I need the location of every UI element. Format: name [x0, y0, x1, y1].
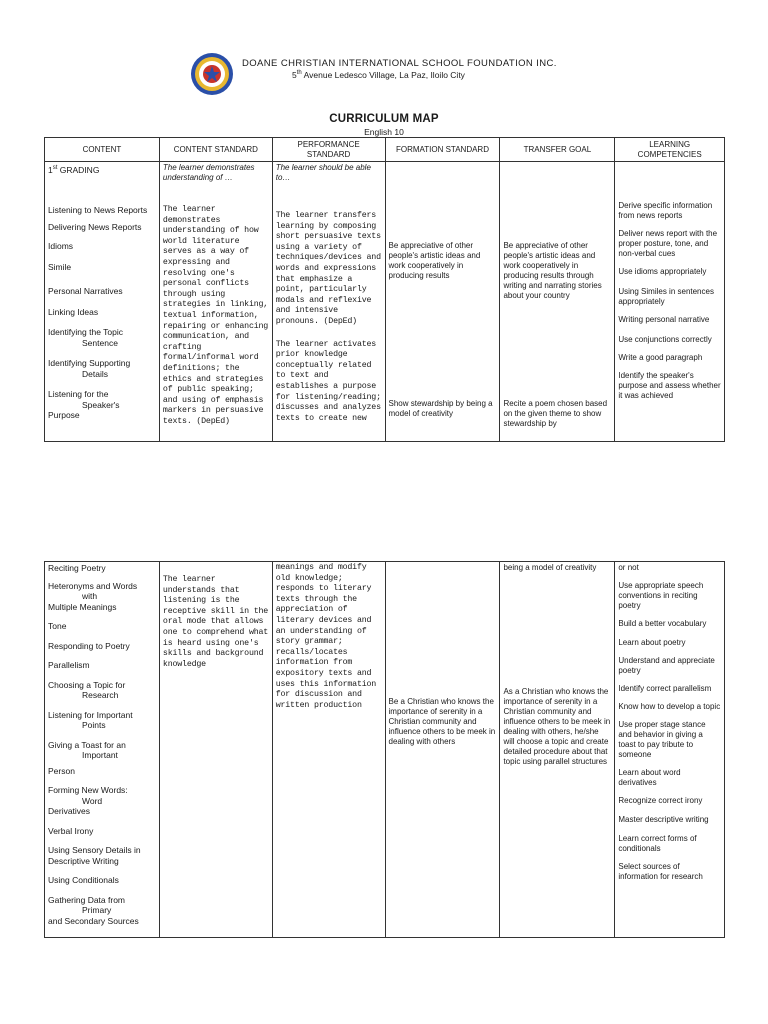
transfer-goal-cell [500, 562, 615, 938]
formation-text-1: Be appreciative of other people's artistic ideas and work cooperatively in producing results [388, 241, 481, 280]
content-cell [45, 562, 160, 938]
formation-text: Be a Christian who knows the importance of serenity in a Christian community and influence others to be meek in dealing with others [388, 697, 496, 746]
list-item: Personal Narratives [48, 286, 123, 297]
col-header-content: CONTENT [45, 138, 160, 162]
performance-standard-cell [272, 162, 385, 442]
formation-standard-cell [385, 562, 500, 938]
list-item: Purpose [48, 410, 80, 421]
list-item: Reciting Poetry [48, 563, 106, 573]
list-item: Recognize correct irony [618, 796, 703, 805]
list-item: Using Conditionals [48, 875, 119, 885]
list-item: with [82, 591, 98, 601]
list-item: Responding to Poetry [48, 640, 130, 651]
list-item: Giving a Toast for an [48, 739, 126, 750]
col-header-learning-competencies: LEARNING COMPETENCIES [615, 138, 725, 162]
competencies-cell [615, 562, 725, 938]
list-item: Multiple Meanings [48, 601, 117, 612]
list-item: Identify correct parallelism [618, 684, 712, 693]
list-item: Listening for Important [48, 709, 133, 720]
list-item: Understand and appreciate poetry [618, 656, 715, 675]
performance-text: meanings and modify old knowledge; responds to literary texts through the appreciation of literary devices and an understanding of story grammar; recalls/locates information from expository texts and uses this information for discussion and written production [275, 563, 377, 710]
list-item: Build a better vocabulary [618, 619, 707, 628]
list-item: Derivatives [48, 806, 91, 816]
list-item: and Secondary Sources [48, 915, 139, 926]
list-item: Speaker's [82, 399, 120, 410]
content-cell [45, 162, 160, 442]
list-item: Learn correct forms of conditionals [618, 834, 697, 853]
school-header [0, 52, 768, 92]
list-item: Sentence [82, 337, 118, 348]
list-item: Identifying the Topic [48, 327, 123, 338]
list-item: Gathering Data from [48, 894, 126, 905]
content-standard-text: The learner understands that listening is the receptive skill in the oral mode that allows one to comprehend what is heard using one's skills and background knowledge [162, 575, 269, 669]
list-item: Tone [48, 621, 67, 631]
performance-standard-cell [272, 562, 385, 938]
col-header-performance-standard: PERFORMANCE STANDARD [272, 138, 385, 162]
list-item: Simile [48, 261, 72, 272]
table-header-row [45, 138, 725, 162]
list-item: Details [82, 368, 108, 379]
transfer-text-1: being a model of creativity [503, 563, 597, 572]
curriculum-map-table-part1 [44, 137, 725, 442]
list-item: Delivering News Reports [48, 221, 142, 232]
performance-text-1: The learner transfers learning by composing short persuasive texts using a variety of techniques/devices and words and expressions that emphasize a point, particularly modals and reflexive and intensive pronouns. (DepEd) [275, 211, 381, 326]
formation-text-2: Show stewardship by being a model of creativity [388, 399, 493, 418]
col-header-transfer-goal: TRANSFER GOAL [500, 138, 615, 162]
list-item: Forming New Words: [48, 785, 128, 795]
list-item: Derive specific information from news reports [618, 201, 713, 220]
list-item: Word [82, 795, 103, 806]
list-item: Use proper stage stance and behavior in giving a toast to pay tribute to someone [618, 720, 706, 759]
list-item: Primary [82, 905, 112, 915]
list-item: Identifying Supporting [48, 358, 131, 369]
table-row [45, 562, 725, 938]
transfer-text-1: Be appreciative of other people's artistic ideas and work cooperatively in producing results through writing and narrating stories about your country [503, 241, 602, 300]
school-address: 5th Avenue Ledesco Village, La Paz, Iloilo City [292, 70, 465, 80]
list-item: Learn about poetry [618, 638, 686, 647]
transfer-goal-cell [500, 162, 615, 442]
list-item: Verbal Irony [48, 825, 94, 836]
list-item: Writing personal narrative [618, 315, 710, 324]
col-header-formation-standard: FORMATION STANDARD [385, 138, 500, 162]
content-standard-cell [159, 562, 272, 938]
list-item: Important [82, 750, 118, 760]
page-subtitle: English 10 [364, 127, 404, 137]
list-item: Deliver news report with the proper posture, tone, and non-verbal cues [618, 229, 718, 258]
grading-label: 1st GRADING [48, 164, 100, 175]
list-item: Choosing a Topic for [48, 679, 126, 690]
list-item: or not [618, 563, 639, 572]
list-item: Use idioms appropriately [618, 267, 707, 276]
list-item: Points [82, 720, 106, 730]
list-item: Identify the speaker's purpose and assess whether it was achieved [618, 371, 721, 400]
list-item: Idioms [48, 241, 74, 252]
list-item: Using Sensory Details in Descriptive Writing [48, 845, 141, 866]
school-name: DOANE CHRISTIAN INTERNATIONAL SCHOOL FOUNDATION INC. [242, 58, 557, 69]
list-item: Parallelism [48, 660, 90, 670]
list-item: Learn about word derivatives [618, 768, 681, 787]
list-item: Listening for the [48, 389, 109, 400]
table-row [45, 162, 725, 442]
list-item: Use appropriate speech conventions in reciting poetry [618, 581, 704, 610]
list-item: Research [82, 690, 119, 700]
content-standard-cell [159, 162, 272, 442]
competencies-cell [615, 162, 725, 442]
formation-standard-cell [385, 162, 500, 442]
list-item: Heteronyms and Words [48, 580, 138, 591]
list-item: Select sources of information for research [618, 862, 703, 881]
content-standard-text: The learner demonstrates understanding of how world literature serves as a way of expressing and resolving one's personal conflicts through using strategies in linking, textual information, repairing or enhancing communication, and crafting formal/informal word definitions; the ethics and strategies of public speaking; and using of emphasis markers in persuasive texts. (DepEd) [162, 205, 269, 426]
list-item: Know how to develop a topic [618, 702, 721, 711]
list-item: Write a good paragraph [618, 353, 703, 362]
list-item: Master descriptive writing [618, 815, 709, 824]
performance-text-2: The learner activates prior knowledge conceptually related to text and establishes a purpose for listening/reading; discusses and analyzes texts to create new [275, 339, 381, 423]
list-item: Listening to News Reports [48, 205, 148, 216]
list-item: Linking Ideas [48, 306, 99, 317]
curriculum-map-table-part2 [44, 561, 725, 938]
list-item: Person [48, 765, 75, 776]
performance-intro: The learner should be able to… [275, 163, 371, 182]
content-standard-intro: The learner demonstrates understanding of … [162, 163, 255, 182]
list-item: Using Similes in sentences appropriately [618, 287, 714, 306]
school-seal-logo [190, 52, 234, 96]
transfer-text-2: As a Christian who knows the importance of serenity in a Christian community and influence others to be meek in dealing with others, he/she will choose a topic and create detailed procedure about that topic using parallel structures [503, 687, 611, 766]
col-header-content-standard: CONTENT STANDARD [159, 138, 272, 162]
page-title: CURRICULUM MAP [329, 113, 439, 125]
transfer-text-2: Recite a poem chosen based on the given theme to show stewardship by [503, 399, 608, 428]
list-item: Use conjunctions correctly [618, 335, 712, 344]
